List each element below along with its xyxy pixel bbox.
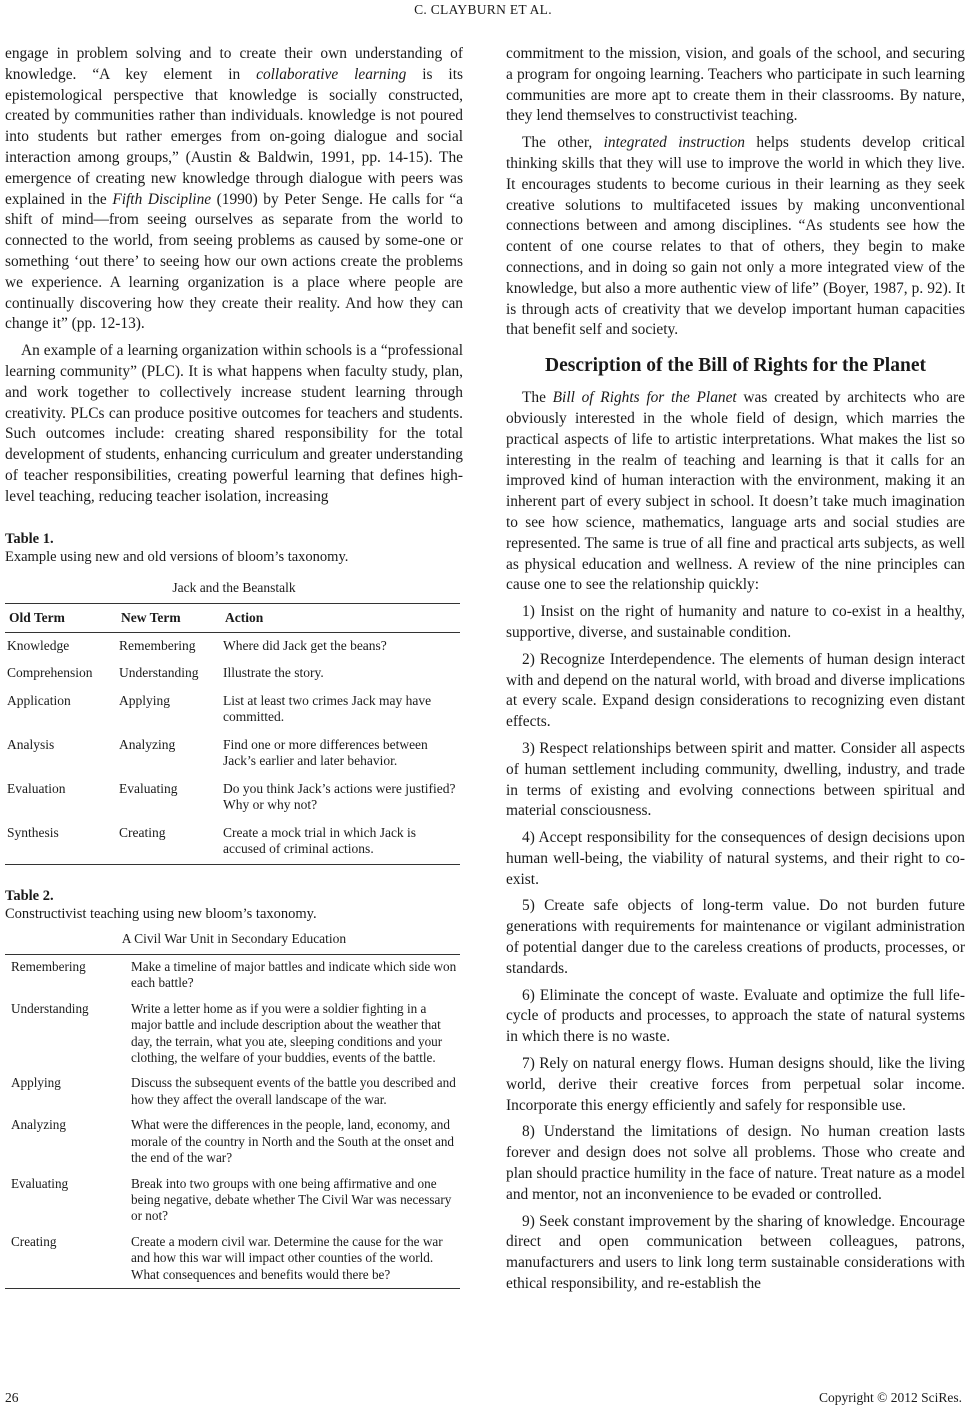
running-head: C. CLAYBURN ET AL. [414,2,552,17]
table1-label: Table 1. [5,530,54,547]
table1 [5,603,460,865]
table1-header-action: Action [221,604,460,633]
principle-item: 3) Respect relationships between spirit and matter. Consider all aspects of human settlement including community, dwelling, industry, and trade in terms of existing and evolving connections between spiritual and material consciousness. [506,739,965,820]
principle-item: 8) Understand the limitations of design. No human creation lasts forever and design does not solve all problems. Those who create and plan should practice humility in the face of nature. Treat nature as a model and mentor, not an inconvenience to be evaded or controlled. [506,1123,965,1203]
emphasis-text: Fifth Discipline [112,190,212,208]
emphasis-text: collaborative learning [256,65,407,83]
table-row: Applying Discuss the subsequent events of the battle you described and how they affect the overall landscape of the war. [11,1075,456,1107]
table-row: Knowledge Remembering Where did Jack get the beans? [7,637,387,653]
body-paragraph: engage in problem solving and to create their own understanding of knowledge. “A key element in collaborative learning is its epistemological perspective that knowledge is socially constructed, created by communities rather than individuals. knowledge is not poured into students but rather emerges from on-going dialogue and social interaction among groups,” (Austin & Baldwin, 1991, pp. 14-15). The emergence of creating new knowledge through dialogue with peers was explained in the Fifth Discipline (1990) by Peter Senge. He calls for “a shift of mind—from seeing ourselves as separate from the world to connected to the world, from seeing problems as caused by some-one or something ‘out there’ to seeing how our own actions create the problems we experience. A learning organization is a place where people are continually discovering how they create their reality. And how they can change it” (pp. 12-13). [5,45,463,333]
table-row: Comprehension Understanding Illustrate the story. [7,665,324,681]
left-column [5,44,463,1289]
table1-header-new: New Term [117,604,221,633]
body-paragraph: commitment to the mission, vision, and goals of the school, and securing a program for ongoing learning. Teachers who participate in such learning communities are more apt to create them in their classrooms. By nature, they lend themselves to constructivist teaching. [506,45,965,125]
table2-label: Table 2. [5,887,54,904]
body-paragraph: An example of a learning organization within schools is a “professional learning community” (PLC). It is what happens when faculty study, plan, and work together to collectively increase student learning through creativity. PLCs can produce positive outcomes for teachers and students. Such outcomes include: creating shared responsibility for the total development of students, enhancing curriculum and greater understanding of teacher responsibilities, creating powerful learning that defines high-level teaching, reducing teacher isolation, increasing [5,342,463,505]
body-paragraph: The Bill of Rights for the Planet was created by architects who are obviously interested in the whole field of design, which marries the practical aspects of life to artistic interpretations. What makes the list so interesting in the realm of teaching and learning is that it calls for an improved kind of human interaction with the environment, making it an inherent part of every subject in school. It doesn’t take much imagination to see how science, mathematics, language arts and social studies are represented. The same is true of all fine and practical arts subjects, as well as physical education and wellness. A review of the nine principles can cause one to see the relationship quickly: [506,389,965,594]
principle-item: 4) Accept responsibility for the consequences of design decisions upon human well-being, the viability of natural systems, and their right to co-exist. [506,829,965,888]
body-paragraph: The other, integrated instruction helps students develop critical thinking skills that they will use to improve the world in which they live. It encourages students to become curious in their learning as they seek creative solutions to multifaceted issues by making unconventional connections between and among disciplines. “As students see how the content of one course relates to that of others, they begin to make connections, and in doing so gain not only a more integrated view of the knowledge, but also a more authentic view of life” (Boyer, 1987, p. 92). It is through acts of creativity that we develop important human capacities that benefit self and society. [506,134,965,339]
table-row: Evaluating Break into two groups with one being affirmative and one being negative, debate whether The Civil War was necessary or not? [11,1175,452,1224]
principle-item: 1) Insist on the right of humanity and nature to co-exist in a healthy, supportive, diverse, and sustainable condition. [506,603,965,641]
principle-item: 7) Rely on natural energy flows. Human designs should, like the living world, derive their creative forces from perpetual solar income. Incorporate this energy efficiently and safely for responsible use. [506,1055,965,1114]
principle-item: 9) Seek constant improvement by the sharing of knowledge. Encourage direct and open communication between colleagues, patrons, manufacturers and users to link long term sustainable considerations with ethical responsibility, and re-establish the [506,1212,965,1293]
table-row: Creating Create a modern civil war. Determine the cause for the war and how this war will impact other counties of the world. What consequences and benefits would there be? [11,1233,443,1282]
table1-header-old: Old Term [5,604,117,633]
right-column [506,44,965,1295]
principle-item: 2) Recognize Interdependence. The elements of human design interact with and depend on the natural world, with broad and diverse implications at every scale. Expand design considerations to recognizing even distant effects. [506,650,965,731]
emphasis-text: Bill of Rights for the Planet [552,389,737,407]
table-row: Evaluation Evaluating Do you think Jack’s actions were justified? Why or why not? [7,780,456,813]
table-row: Understanding Write a letter home as if you were a soldier fighting in a major battle and include description about the weather that day, the terrain, what you ate, sleeping conditions and your clothing, the welfare of your buddies, events of the battle. [11,1000,443,1066]
table-row: Remembering Make a timeline of major battles and indicate which side won each battle? [11,959,457,991]
table-row: Analyzing What were the differences in the people, land, economy, and morale of the country in North and the South at the onset and the end of the war? [11,1117,455,1166]
table2-caption: Constructivist teaching using new bloom’s taxonomy. [5,905,317,922]
emphasis-text: integrated instruction [603,134,745,152]
table1-caption: Example using new and old versions of bloom’s taxonomy. [5,548,349,565]
principle-item: 6) Eliminate the concept of waste. Evaluate and optimize the full life-cycle of products and processes, to approach the state of natural systems in which there is no waste. [506,986,965,1046]
copyright-notice: Copyright © 2012 SciRes. [818,1390,962,1405]
page-number: 26 [5,1390,19,1405]
table-row: Analysis Analyzing Find one or more differences between Jack’s earlier and later behavior. [7,736,428,769]
table1-subtitle: Jack and the Beanstalk [172,579,296,595]
table2-block [5,887,463,1289]
table1-block [5,530,463,865]
table-row: Application Applying List at least two crimes Jack may have committed. [7,692,432,725]
table-row: Synthesis Creating Create a mock trial in which Jack is accused of criminal actions. [5,820,460,865]
table2 [5,954,460,1289]
section-heading: Description of the Bill of Rights for the Planet [545,355,926,377]
table1-header-row [5,604,460,633]
table2-subtitle: A Civil War Unit in Secondary Education [121,930,347,946]
principle-item: 5) Create safe objects of long-term value. Do not burden future generations with requirements for maintenance or vigilant administration of potential danger due to the careless creations of products, processes, or standards. [506,897,965,977]
